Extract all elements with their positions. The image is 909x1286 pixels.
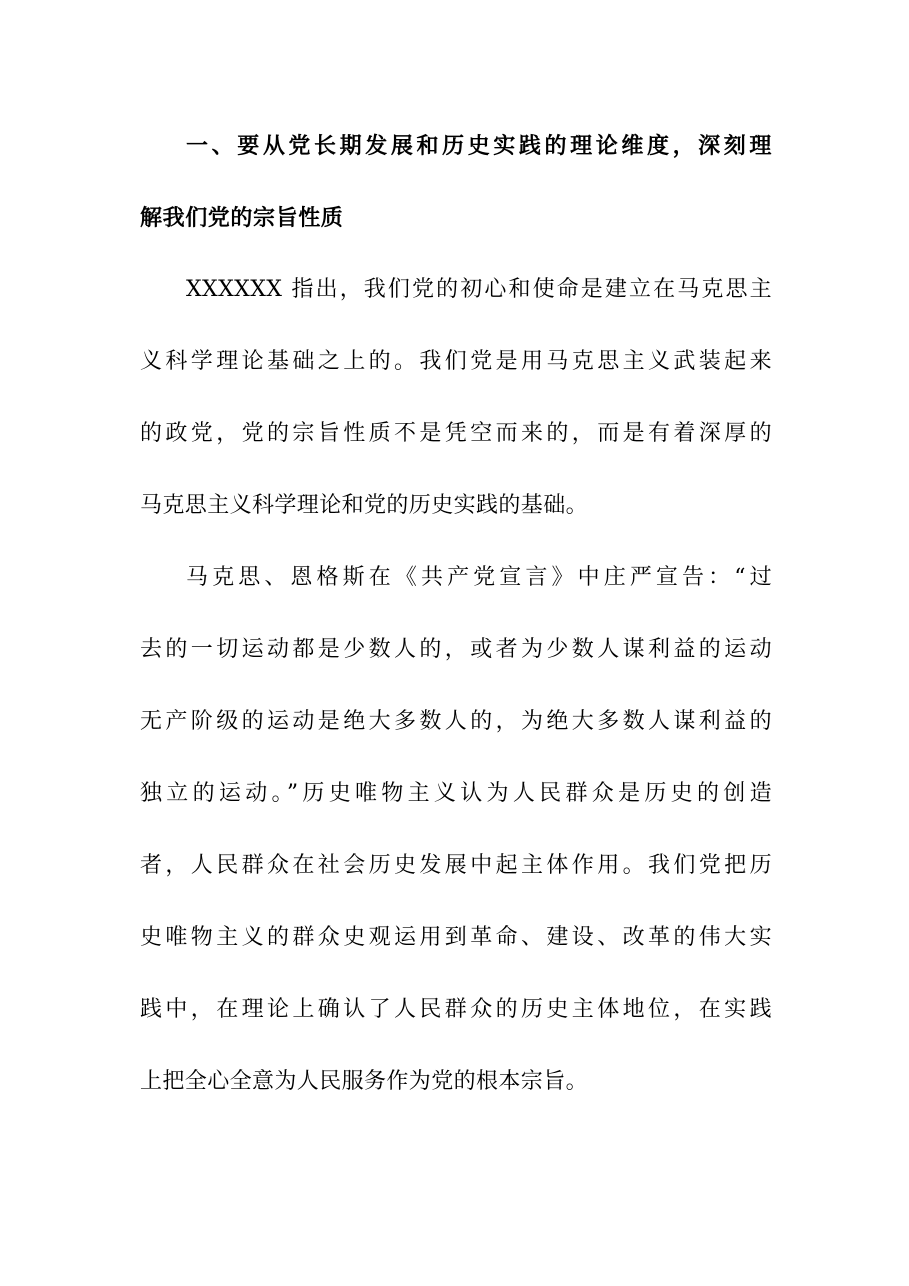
paragraph-1-line-4: 马克思主义科学理论和党的历史实践的基础。 [140,493,589,518]
paragraph-2-line-8: 上把全心全意为人民服务作为党的根本宗旨。 [140,1069,589,1094]
section-heading-line-1: 一、要从党长期发展和历史实践的理论维度，深刻理 [186,133,772,159]
paragraph-2-line-4: 独立的运动。”历史唯物主义认为人民群众是历史的创造 [140,781,772,806]
paragraph-2-line-7: 践中，在理论上确认了人民群众的历史主体地位，在实践 [140,997,772,1022]
paragraph-1-line-1: XXXXXX 指出，我们党的初心和使命是建立在马克思主 [186,277,772,302]
paragraph-1-line-2: 义科学理论基础之上的。我们党是用马克思主义武装起来 [140,349,772,374]
paragraph-2-line-6: 史唯物主义的群众史观运用到革命、建设、改革的伟大实 [140,925,772,950]
paragraph-2-line-1: 马克思、恩格斯在《共产党宣言》中庄严宣告：“过 [186,565,772,590]
paragraph-1-line-3: 的政党，党的宗旨性质不是凭空而来的，而是有着深厚的 [140,421,772,446]
paragraph-2-line-3: 无产阶级的运动是绝大多数人的，为绝大多数人谋利益的 [140,709,772,734]
section-heading-line-2: 解我们党的宗旨性质 [140,205,344,231]
paragraph-2-line-2: 去的一切运动都是少数人的，或者为少数人谋利益的运动 [140,637,772,662]
paragraph-2-line-5: 者，人民群众在社会历史发展中起主体作用。我们党把历 [140,853,772,878]
